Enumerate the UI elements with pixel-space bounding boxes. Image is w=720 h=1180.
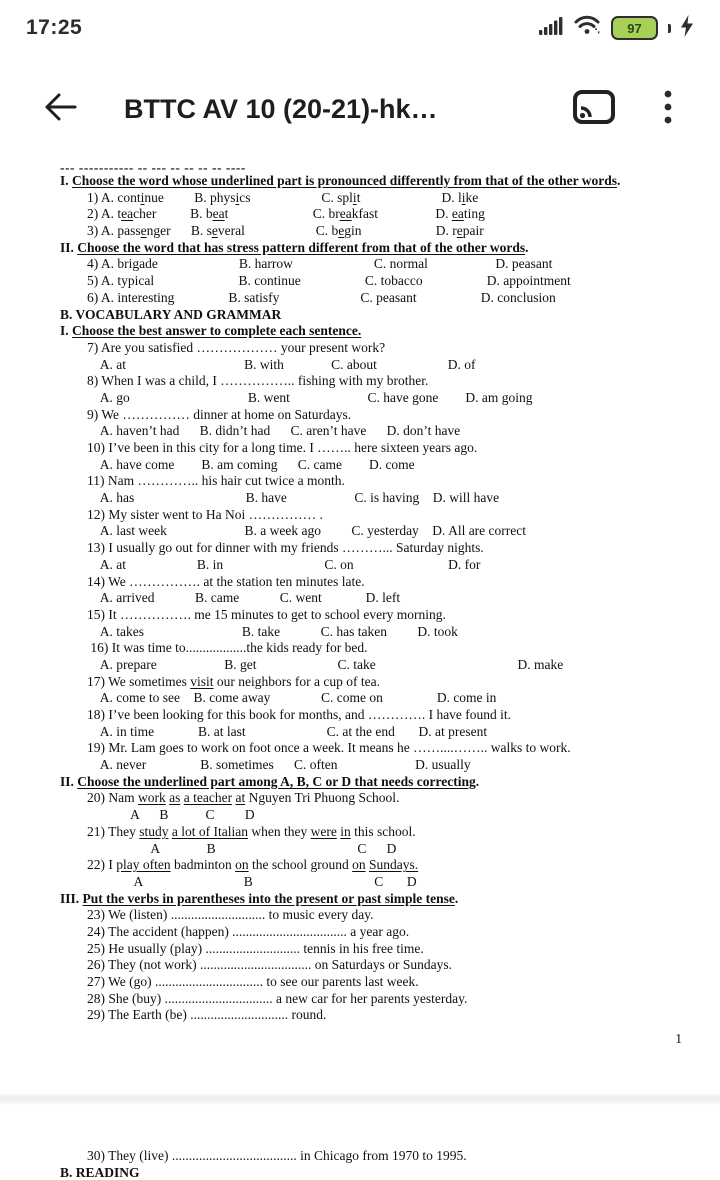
doc-line: 6) A. interesting B. satisfy C. peasant D. conclusion bbox=[60, 289, 556, 305]
doc-line: A B C D bbox=[60, 807, 255, 823]
document-page-2[interactable] bbox=[0, 1105, 720, 1180]
doc-line: A. haven’t had B. didn’t had C. aren’t have D. don’t have bbox=[60, 423, 461, 439]
doc-line: 7) Are you satisfied ……………… your present work? bbox=[60, 339, 386, 355]
doc-line: 19) Mr. Lam goes to work on foot once a week. It means he ……....…….. walks to work. bbox=[60, 740, 571, 756]
doc-line: 30) They (live) ..................................... in Chicago from 1970 to 1995. bbox=[60, 1148, 467, 1163]
status-icons bbox=[539, 15, 694, 42]
doc-line: A B C D bbox=[60, 873, 417, 889]
doc-line: 8) When I was a child, I …………….. fishing with my brother. bbox=[60, 373, 429, 389]
page-number: 1 bbox=[675, 1031, 682, 1047]
doc-line: II. Choose the word that has stress pattern different from that of the other words. bbox=[60, 239, 529, 255]
doc-line: 23) We (listen) ............................ to music every day. bbox=[60, 907, 374, 923]
doc-line: 17) We sometimes visit our neighbors for a cup of tea. bbox=[60, 673, 380, 689]
overflow-menu-button[interactable] bbox=[642, 84, 694, 136]
doc-line: 29) The Earth (be) ............................. round. bbox=[60, 1007, 327, 1023]
battery-percent: 97 bbox=[627, 20, 642, 36]
doc-line: A. have come B. am coming C. came D. come bbox=[60, 456, 415, 472]
back-button[interactable] bbox=[40, 90, 80, 130]
doc-line: 24) The accident (happen) .................................. a year ago. bbox=[60, 923, 410, 939]
doc-line: 15) It ……………. me 15 minutes to get to school every morning. bbox=[60, 606, 446, 622]
doc-line: B. READING bbox=[60, 1164, 140, 1180]
document-viewer[interactable] bbox=[0, 160, 720, 1180]
doc-line: B. VOCABULARY AND GRAMMAR bbox=[60, 306, 282, 322]
doc-line: 16) It was time to..................the kids ready for bed. bbox=[60, 640, 368, 656]
app-toolbar bbox=[0, 56, 720, 163]
doc-line: A. go B. went C. have gone D. am going bbox=[60, 389, 533, 405]
doc-line: 2) A. teacher B. beat C. breakfast D. eating bbox=[60, 206, 485, 222]
doc-line: A. never B. sometimes C. often D. usually bbox=[60, 757, 471, 773]
doc-line: 22) I play often badminton on the school ground on Sundays. bbox=[60, 857, 419, 873]
doc-line: A. prepare B. get C. take D. make bbox=[60, 656, 564, 672]
overflow-menu-icon bbox=[664, 90, 672, 129]
charging-bolt-icon bbox=[680, 15, 694, 42]
clock-time: 17:25 bbox=[26, 16, 83, 39]
doc-line: III. Put the verbs in parentheses into the present or past simple tense. bbox=[60, 890, 459, 906]
doc-line: 27) We (go) ................................ to see our parents last week. bbox=[60, 974, 419, 989]
doc-line: A. arrived B. came C. went D. left bbox=[60, 590, 401, 606]
doc-line: 5) A. typical B. continue C. tobacco D. appointment bbox=[60, 273, 571, 289]
doc-line: A. come to see B. come away C. come on D. come in bbox=[60, 690, 497, 706]
doc-line: 20) Nam work as a teacher at Nguyen Tri Phuong School. bbox=[60, 790, 400, 806]
doc-line: I. Choose the best answer to complete each sentence. bbox=[60, 323, 362, 339]
back-arrow-icon bbox=[43, 92, 77, 127]
battery-icon bbox=[611, 16, 658, 40]
doc-line: 10) I’ve been in this city for a long time. I …….. here sixteen years ago. bbox=[60, 440, 478, 455]
doc-line: 21) They study a lot of Italian when they were in this school. bbox=[60, 823, 416, 839]
cast-button[interactable] bbox=[568, 84, 620, 136]
doc-line: 18) I’ve been looking for this book for months, and …………. I have found it. bbox=[60, 707, 512, 722]
doc-line: A. has B. have C. is having D. will have bbox=[60, 490, 500, 506]
battery-nub bbox=[668, 24, 671, 33]
page-break-divider bbox=[0, 1093, 720, 1105]
status-bar bbox=[0, 0, 720, 56]
doc-line: 26) They (not work) ................................. on Saturdays or Sundays. bbox=[60, 957, 452, 973]
doc-line: 13) I usually go out for dinner with my friends ………... Saturday nights. bbox=[60, 540, 484, 556]
document-page-1[interactable] bbox=[0, 160, 720, 1093]
doc-line: A. takes B. take C. has taken D. took bbox=[60, 623, 458, 639]
doc-line: A. at B. in C. on D. for bbox=[60, 556, 481, 572]
doc-line: 4) A. brigade B. harrow C. normal D. peasant bbox=[60, 256, 553, 272]
doc-line: I. Choose the word whose underlined part is pronounced differently from that of the other words. bbox=[60, 173, 621, 188]
signal-icon bbox=[539, 16, 565, 40]
doc-line: A. in time B. at last C. at the end D. at present bbox=[60, 723, 488, 739]
doc-line: 28) She (buy) ................................ a new car for her parents yesterday. bbox=[60, 990, 468, 1006]
doc-line: 11) Nam ………….. his hair cut twice a month. bbox=[60, 473, 345, 489]
doc-line: 3) A. passenger B. several C. begin D. repair bbox=[60, 223, 484, 239]
doc-line: A. at B. with C. about D. of bbox=[60, 356, 476, 372]
cast-icon bbox=[572, 89, 616, 130]
doc-line: II. Choose the underlined part among A, B, C or D that needs correcting. bbox=[60, 773, 480, 789]
doc-line: 1) A. continue B. physics C. split D. like bbox=[60, 189, 479, 205]
doc-line: 25) He usually (play) ............................ tennis in his free time. bbox=[60, 940, 424, 956]
doc-line: 12) My sister went to Ha Noi …………… . bbox=[60, 506, 323, 522]
doc-line: 9) We …………… dinner at home on Saturdays. bbox=[60, 406, 352, 422]
doc-line: 14) We ……………. at the station ten minutes late. bbox=[60, 573, 365, 589]
doc-line: --- ----------- -- --- -- -- -- -- ---- bbox=[60, 160, 246, 175]
page1-lines bbox=[60, 160, 720, 1024]
wifi-icon bbox=[574, 15, 602, 41]
doc-line: A B C D bbox=[60, 840, 397, 856]
page2-lines bbox=[60, 1148, 720, 1180]
doc-line: A. last week B. a week ago C. yesterday D. All are correct bbox=[60, 523, 527, 539]
document-title: BTTC AV 10 (20-21)-hk… bbox=[124, 94, 438, 124]
